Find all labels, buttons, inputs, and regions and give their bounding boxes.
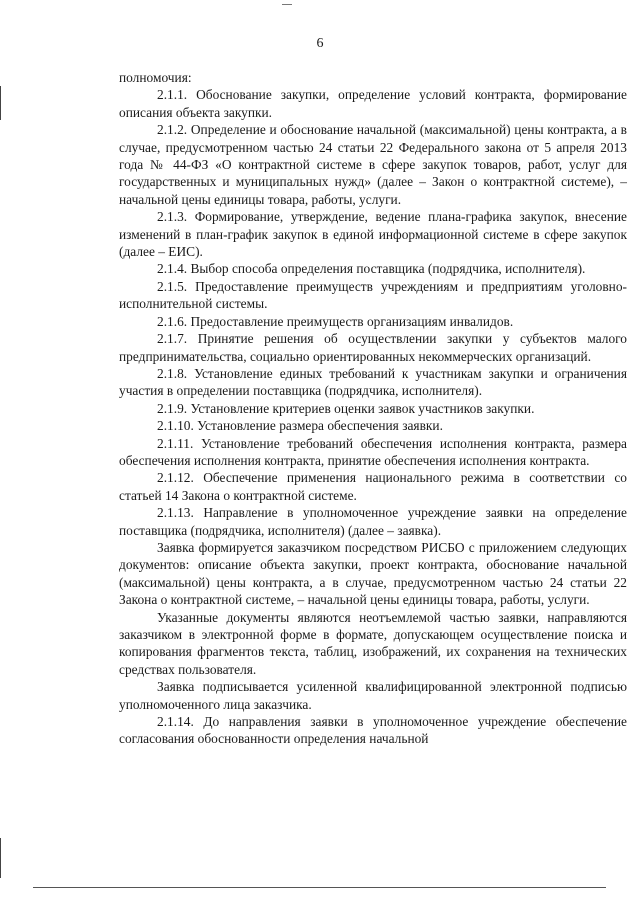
paragraph-2-1-2: 2.1.2. Определение и обоснование начальной (максимальной) цены контракта, а в случае, предусмотренном частью 24 статьи 22 Федерального закона от 5 апреля 2013 года № 44-ФЗ «О контрактной системе в сфере закупок товаров, работ, услуг для государственных и муниципальных нужд» (далее – Закон о контрактной системе), – начальной цены единицы товара, работы, услуги.: [119, 122, 627, 207]
paragraph-documents-format: Указанные документы являются неотъемлемой частью заявки, направляются заказчиком в электронной форме в формате, допускающем осуществление поиска и копирования фрагментов текста, таблиц, изображений, их сохранения на технических средствах пользователя.: [119, 609, 627, 677]
paragraph-2-1-4: 2.1.4. Выбор способа определения поставщика (подрядчика, исполнителя).: [157, 261, 586, 277]
document-body: [119, 69, 627, 748]
paragraph-2-1-12: 2.1.12. Обеспечение применения национального режима в соответствии со статьей 14 Закона о контрактной системе.: [119, 470, 627, 503]
paragraph-2-1-9: 2.1.9. Установление критериев оценки заявок участников закупки.: [157, 400, 535, 416]
paragraph-application-documents: Заявка формируется заказчиком посредством РИСБО с приложением следующих документов: описание объекта закупки, проект контракта, обоснование начальной (максимальной) цены контракта, а в случае, предусмотренном частью 24 статьи 22 Закона о контрактной системе, – начальной цены единицы товара, работы, услуги.: [119, 539, 627, 608]
paragraph-2-1-6: 2.1.6. Предоставление преимуществ организациям инвалидов.: [157, 313, 514, 329]
paragraph-2-1-10: 2.1.10. Установление размера обеспечения заявки.: [157, 418, 443, 434]
paragraph-continuation: полномочия:: [119, 70, 192, 85]
paragraph-2-1-8: 2.1.8. Установление единых требований к участникам закупки и ограничения участия в определении поставщика (подрядчика, исполнителя).: [119, 365, 627, 399]
paragraph-2-1-14: 2.1.14. До направления заявки в уполномоченное учреждение обеспечение согласования обоснованности определения начальной: [119, 714, 627, 747]
scan-edge-mark: [0, 86, 1, 120]
scan-bottom-line: [33, 887, 606, 888]
scan-edge-mark: [0, 838, 1, 878]
paragraph-2-1-7: 2.1.7. Принятие решения об осуществлении закупки у субъектов малого предпринимательства, социально ориентированных некоммерческих организаций.: [119, 331, 627, 364]
scan-mark: [282, 4, 292, 5]
paragraph-signature: Заявка подписывается усиленной квалифицированной электронной подписью уполномоченного лица заказчика.: [119, 679, 627, 712]
paragraph-2-1-11: 2.1.11. Установление требований обеспечения исполнения контракта, размера обеспечения исполнения контракта, принятие обеспечения исполнения контракта.: [119, 435, 627, 468]
paragraph-2-1-13: 2.1.13. Направление в уполномоченное учреждение заявки на определение поставщика (подрядчика, исполнителя) (далее – заявка).: [119, 505, 627, 538]
paragraph-2-1-5: 2.1.5. Предоставление преимуществ учреждениям и предприятиям уголовно-исполнительной системы.: [119, 278, 627, 312]
page-number: 6: [316, 36, 324, 51]
paragraph-2-1-3: 2.1.3. Формирование, утверждение, ведение плана-графика закупок, внесение изменений в план-график закупок в единой информационной системе в сфере закупок (далее – ЕИС).: [119, 209, 627, 260]
paragraph-2-1-1: 2.1.1. Обоснование закупки, определение условий контракта, формирование описания объекта закупки.: [119, 87, 627, 120]
